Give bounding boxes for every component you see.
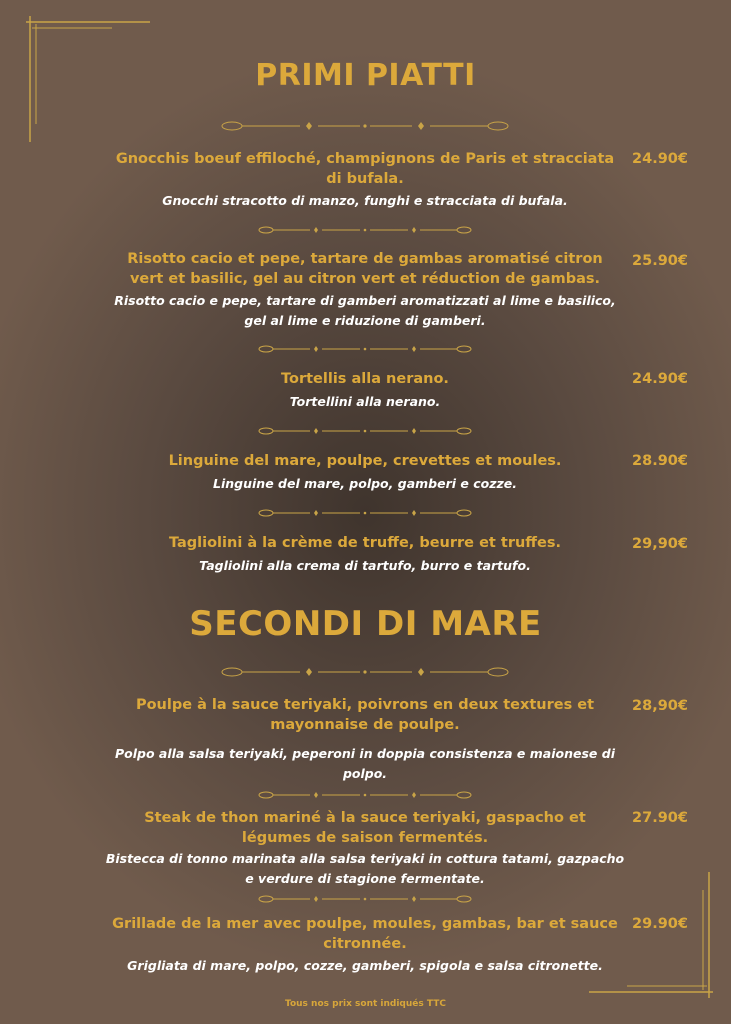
dish-name-it: Risotto cacio e pepe, tartare di gamberi aromatizzati al lime e basilico, gel al lime e riduzione di gamberi. [114, 293, 616, 328]
dish-name-it: Gnocchi stracotto di manzo, funghi e stracciata di bufala. [162, 193, 568, 208]
item-divider [0, 892, 731, 906]
section-title-secondi: SECONDI DI MARE [189, 604, 542, 644]
item-divider [0, 788, 731, 802]
dish-name-it: Bistecca di tonno marinata alla salsa teriyaki in cottura tatami, gazpacho e verdure di stagione fermentate. [105, 851, 625, 886]
dish-price: 24.90€ [632, 371, 688, 387]
item-divider [0, 506, 731, 520]
dish-name-it: Polpo alla salsa teriyaki, peperoni in doppia consistenza e maionese di polpo. [115, 746, 615, 781]
item-divider [0, 424, 731, 438]
section-divider-primi [0, 119, 731, 133]
item-divider [0, 342, 731, 356]
footer-note: Tous nos prix sont indiqués TTC [285, 999, 446, 1009]
dish-name-it: Tortellini alla nerano. [289, 394, 441, 409]
dish-name-fr: Tortellis alla nerano. [281, 371, 449, 387]
dish-name-fr: Gnocchis boeuf effiloché, champignons de Paris et stracciata di bufala. [115, 151, 615, 187]
dish-name-fr: Tagliolini à la crème de truffe, beurre et truffes. [168, 535, 562, 551]
section-divider-secondi [0, 665, 731, 679]
dish-price: 25.90€ [632, 253, 688, 269]
dish-price: 28,90€ [632, 698, 688, 714]
dish-name-fr: Poulpe à la sauce teriyaki, poivrons en deux textures et mayonnaise de poulpe. [135, 697, 595, 733]
dish-name-fr: Grillade de la mer avec poulpe, moules, gambas, bar et sauce citronnée. [112, 916, 618, 952]
dish-price: 24.90€ [632, 151, 688, 167]
item-divider [0, 223, 731, 237]
dish-name-fr: Risotto cacio et pepe, tartare de gambas aromatisé citron vert et basilic, gel au citron vert et réduction de gambas. [127, 251, 603, 287]
dish-name-it: Tagliolini alla crema di tartufo, burro e tartufo. [199, 558, 531, 573]
dish-name-it: Grigliata di mare, polpo, cozze, gamberi, spigola e salsa citronette. [127, 958, 603, 973]
dish-price: 28.90€ [632, 453, 688, 469]
dish-price: 29.90€ [632, 916, 688, 932]
section-title-primi: PRIMI PIATTI [255, 58, 476, 93]
dish-name-fr: Linguine del mare, poulpe, crevettes et moules. [168, 453, 562, 469]
dish-price: 27.90€ [632, 810, 688, 826]
dish-name-it: Linguine del mare, polpo, gamberi e cozze. [213, 476, 517, 491]
dish-name-fr: Steak de thon mariné à la sauce teriyaki, gaspacho et légumes de saison fermentés. [144, 810, 586, 846]
dish-price: 29,90€ [632, 536, 688, 552]
